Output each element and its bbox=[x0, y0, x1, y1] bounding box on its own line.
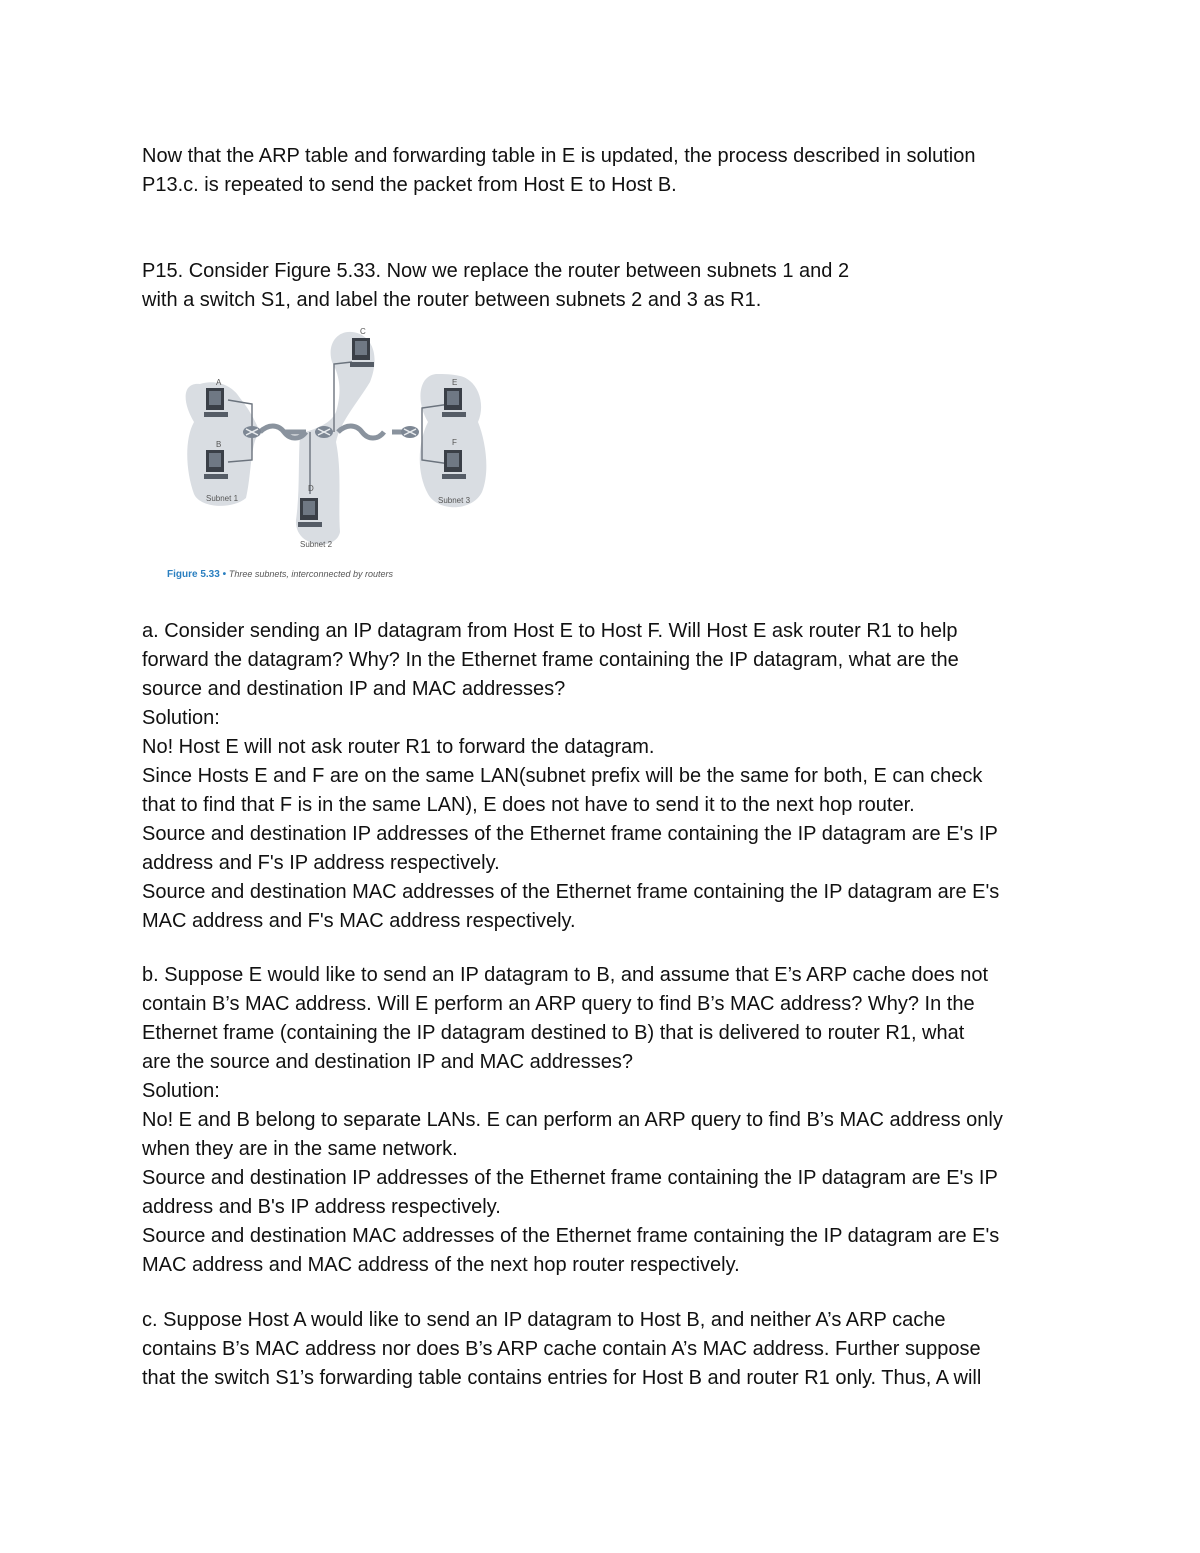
host-b-label: B bbox=[216, 440, 222, 449]
text-line: P13.c. is repeated to send the packet from Host E to Host B. bbox=[142, 174, 677, 196]
paragraph-b bbox=[142, 961, 1102, 1280]
text-line: b. Suppose E would like to send an IP datagram to B, and assume that E’s ARP cache does not bbox=[142, 964, 989, 986]
text-line: a. Consider sending an IP datagram from Host E to Host F. Will Host E ask router R1 to help bbox=[142, 620, 958, 642]
text-line: Source and destination MAC addresses of the Ethernet frame containing the IP datagram are E's bbox=[142, 881, 1000, 903]
text-line: source and destination IP and MAC addresses? bbox=[142, 678, 566, 700]
caption-separator: • bbox=[222, 569, 227, 580]
text-line: Solution: bbox=[142, 707, 220, 729]
text-line: that to find that F is in the same LAN), E does not have to send it to the next hop router. bbox=[142, 794, 915, 816]
text-line: Source and destination MAC addresses of the Ethernet frame containing the IP datagram are E's bbox=[142, 1225, 1000, 1247]
text-line: forward the datagram? Why? In the Ethernet frame containing the IP datagram, what are the bbox=[142, 649, 959, 671]
host-a-label: A bbox=[216, 378, 222, 387]
text-line: No! E and B belong to separate LANs. E can perform an ARP query to find B’s MAC address only bbox=[142, 1109, 1003, 1131]
host-c-label: C bbox=[360, 327, 366, 336]
text-line: c. Suppose Host A would like to send an IP datagram to Host B, and neither A’s ARP cache bbox=[142, 1309, 946, 1331]
subnet-1-label: Subnet 1 bbox=[206, 494, 239, 503]
paragraph-intro bbox=[142, 142, 1102, 200]
router-icon bbox=[243, 426, 261, 438]
text-line: Solution: bbox=[142, 1080, 220, 1102]
text-line: that the switch S1’s forwarding table contains entries for Host B and router R1 only. Thus, A will bbox=[142, 1367, 982, 1389]
text-line: address and B's IP address respectively. bbox=[142, 1196, 501, 1218]
text-line: Source and destination IP addresses of the Ethernet frame containing the IP datagram are E's IP bbox=[142, 1167, 998, 1189]
figure-caption bbox=[167, 569, 393, 580]
subnet-2-label: Subnet 2 bbox=[300, 540, 333, 549]
text-line: with a switch S1, and label the router between subnets 2 and 3 as R1. bbox=[142, 289, 762, 311]
paragraph-p15 bbox=[142, 257, 1102, 315]
paragraph-c bbox=[142, 1306, 1102, 1393]
router-icon bbox=[401, 426, 419, 438]
subnet-3-label: Subnet 3 bbox=[438, 496, 471, 505]
text-line: P15. Consider Figure 5.33. Now we replace the router between subnets 1 and 2 bbox=[142, 260, 850, 282]
host-e-label: E bbox=[452, 378, 458, 387]
text-line: contains B’s MAC address nor does B’s ARP cache contain A’s MAC address. Further suppose bbox=[142, 1338, 981, 1360]
network-figure bbox=[160, 322, 500, 592]
text-line: No! Host E will not ask router R1 to forward the datagram. bbox=[142, 736, 655, 758]
text-line: contain B’s MAC address. Will E perform an ARP query to find B’s MAC address? Why? In the bbox=[142, 993, 975, 1015]
host-f-label: F bbox=[452, 438, 457, 447]
router-icon bbox=[315, 426, 333, 438]
network-diagram bbox=[160, 322, 500, 567]
text-line: when they are in the same network. bbox=[142, 1138, 458, 1160]
text-line: Source and destination IP addresses of the Ethernet frame containing the IP datagram are E's IP bbox=[142, 823, 998, 845]
text-line: Ethernet frame (containing the IP datagram destined to B) that is delivered to router R1, what bbox=[142, 1022, 965, 1044]
text-line: MAC address and F's MAC address respectively. bbox=[142, 910, 576, 932]
text-line: address and F's IP address respectively. bbox=[142, 852, 500, 874]
host-d-label: D bbox=[308, 484, 314, 493]
text-line: Now that the ARP table and forwarding table in E is updated, the process described in solution bbox=[142, 145, 976, 167]
caption-number: Figure 5.33 bbox=[167, 569, 220, 580]
text-line: MAC address and MAC address of the next hop router respectively. bbox=[142, 1254, 740, 1276]
caption-text: Three subnets, interconnected by routers bbox=[228, 569, 393, 579]
paragraph-a bbox=[142, 617, 1102, 936]
text-line: Since Hosts E and F are on the same LAN(subnet prefix will be the same for both, E can check bbox=[142, 765, 983, 787]
text-line: are the source and destination IP and MAC addresses? bbox=[142, 1051, 634, 1073]
